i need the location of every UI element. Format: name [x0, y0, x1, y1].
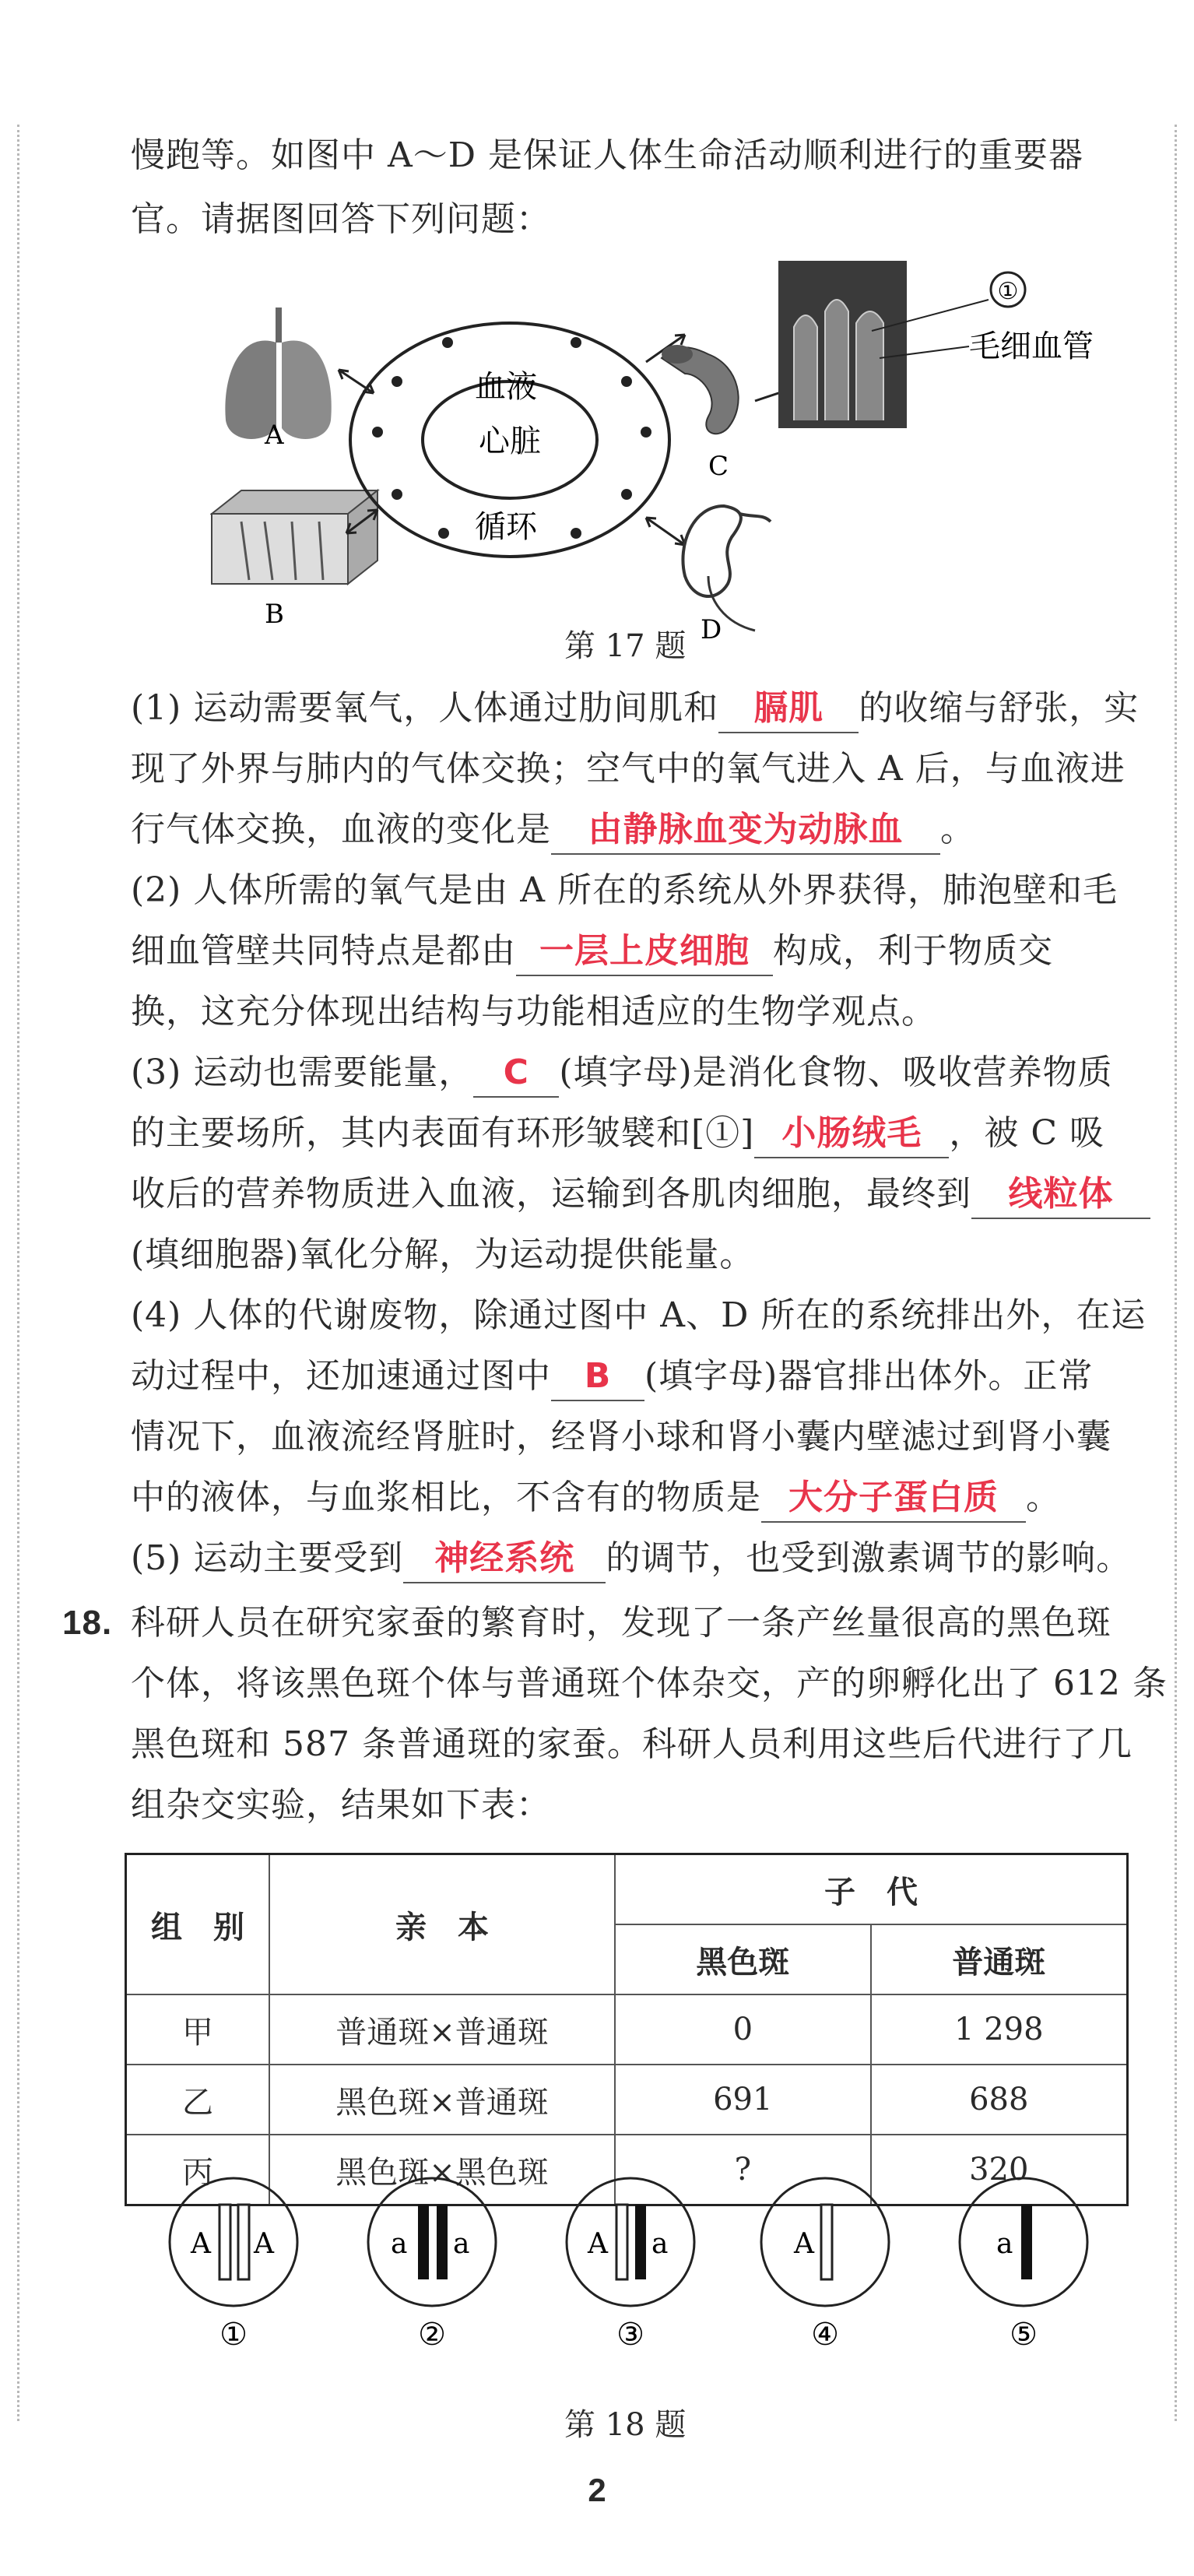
cell-diagram-3: [567, 2178, 694, 2353]
svg-text:A: A: [254, 2228, 274, 2260]
header-black: 黑色斑: [615, 1924, 871, 1994]
q17-part2-line1: (2) 人体所需的氧气是由 A 所在的系统从外界获得，肺泡壁和毛: [131, 870, 1118, 910]
cell-parent: 黑色斑×普通斑: [269, 2065, 615, 2135]
intro-line-1: 慢跑等。如图中 A～D 是保证人体生命活动顺利进行的重要器: [131, 135, 1084, 175]
cell-diagram-1: [170, 2178, 297, 2353]
answer-blank[interactable]: 由静脉血变为动脉血: [551, 807, 940, 855]
cell-normal: 320: [871, 2135, 1128, 2205]
label-circulation: 循环: [475, 509, 537, 545]
label-heart: 心脏: [479, 423, 541, 459]
cell-group: 甲: [126, 1994, 270, 2065]
q17-part4-line3: 情况下，血液流经肾脏时，经肾小球和肾小囊内壁滤过到肾小囊: [131, 1417, 1111, 1457]
table-row: [126, 1994, 1128, 2065]
q18-line1: 科研人员在研究家蚕的繁育时，发现了一条产丝量很高的黑色斑: [131, 1603, 1111, 1643]
q18-line3: 黑色斑和 587 条普通斑的家蚕。科研人员利用这些后代进行了几: [131, 1724, 1133, 1764]
header-offspring: 子 代: [615, 1854, 1128, 1925]
cell-group: 丙: [126, 2135, 270, 2205]
q17-part1-line3: 行气体交换，血液的变化是 由静脉血变为动脉血 。: [131, 807, 975, 855]
header-normal: 普通斑: [871, 1924, 1128, 1994]
small-intestine-icon: [662, 345, 739, 434]
label-blood: 血液: [475, 369, 537, 405]
q17-part1-line2: 现了外界与肺内的气体交换；空气中的氧气进入 A 后，与血液进: [131, 749, 1126, 789]
q17-part4-line4: 中的液体，与血浆相比，不含有的物质是 大分子蛋白质 。: [131, 1474, 1061, 1523]
kidney-icon: [683, 506, 771, 631]
cell-diagram-2: [368, 2178, 496, 2353]
q17-part3-line1: (3) 运动也需要能量， C (填字母)是消化食物、吸收营养物质: [131, 1049, 1113, 1098]
answer-blank[interactable]: 一层上皮细胞: [516, 928, 773, 976]
svg-text:a: a: [651, 2228, 669, 2260]
header-group: 组 别: [126, 1854, 270, 1995]
svg-text:A: A: [794, 2228, 814, 2260]
svg-text:A: A: [588, 2228, 608, 2260]
q17-part2-line3: 换，这充分体现出结构与功能相适应的生物学观点。: [131, 992, 936, 1031]
label-a: A: [265, 420, 284, 451]
table-row: [126, 2065, 1128, 2135]
answer-blank[interactable]: 膈肌: [718, 685, 859, 733]
q17-part4-line2: 动过程中，还加速通过图中 B (填字母)器官排出体外。正常: [131, 1353, 1093, 1401]
q17-part2-line2: 细血管壁共同特点是都由 一层上皮细胞 构成，利于物质交: [131, 928, 1053, 976]
chromosome-cells-figure: [0, 2172, 1194, 2359]
q17-part1-line1: (1) 运动需要氧气，人体通过肋间肌和 膈肌 的收缩与舒张，实: [131, 685, 1139, 733]
q17-part3-line4: (填细胞器)氧化分解，为运动提供能量。: [131, 1235, 755, 1274]
svg-text:④: ④: [811, 2317, 839, 2353]
cell-black: 691: [615, 2065, 871, 2135]
intro-line-2: 官。请据图回答下列问题：: [131, 199, 551, 239]
svg-text:a: a: [391, 2228, 408, 2260]
figure-17: [210, 257, 1129, 646]
cell-normal: 1 298: [871, 1994, 1128, 2065]
cell-black: ?: [615, 2135, 871, 2205]
header-parent: 亲 本: [269, 1854, 615, 1995]
skin-block-icon: [212, 490, 378, 584]
figure-18-caption: 第 18 题: [564, 2407, 687, 2443]
q18-line4: 组杂交实验，结果如下表：: [131, 1785, 551, 1825]
answer-blank[interactable]: B: [551, 1353, 644, 1401]
cell-normal: 688: [871, 2065, 1128, 2135]
intestinal-villi-photo: [778, 261, 907, 428]
answer-blank[interactable]: C: [473, 1049, 559, 1098]
page-number: 2: [588, 2472, 606, 2508]
svg-text:③: ③: [616, 2317, 644, 2353]
label-d: D: [701, 614, 722, 645]
marker-1-label: ①: [997, 278, 1019, 305]
cell-parent: 普通斑×普通斑: [269, 1994, 615, 2065]
hybridization-results-table: [125, 1853, 1129, 2206]
answer-blank[interactable]: 小肠绒毛: [754, 1110, 949, 1158]
svg-text:a: a: [996, 2228, 1013, 2260]
svg-text:②: ②: [418, 2317, 446, 2353]
cell-group: 乙: [126, 2065, 270, 2135]
answer-blank[interactable]: 线粒体: [971, 1171, 1150, 1219]
label-c: C: [708, 451, 729, 482]
svg-text:a: a: [453, 2228, 470, 2260]
q18-number: 18.: [62, 1604, 113, 1642]
right-margin-rule: [1175, 125, 1177, 2421]
cell-diagram-4: [761, 2178, 889, 2353]
answer-blank[interactable]: 大分子蛋白质: [761, 1474, 1026, 1523]
q17-part3-line2: 的主要场所，其内表面有环形皱襞和[①] 小肠绒毛 ，被 C 吸: [131, 1110, 1104, 1158]
cell-black: 0: [615, 1994, 871, 2065]
svg-text:①: ①: [219, 2317, 248, 2353]
cell-parent: 黑色斑×黑色斑: [269, 2135, 615, 2205]
answer-blank[interactable]: 神经系统: [403, 1535, 606, 1583]
label-b: B: [265, 599, 284, 630]
svg-text:A: A: [191, 2228, 211, 2260]
figure-17-caption: 第 17 题: [564, 628, 687, 664]
q18-line2: 个体，将该黑色斑个体与普通斑个体杂交，产的卵孵化出了 612 条: [131, 1664, 1168, 1703]
q17-part3-line3: 收后的营养物质进入血液，运输到各肌肉细胞，最终到 线粒体: [131, 1171, 1150, 1219]
q17-part4-line1: (4) 人体的代谢废物，除通过图中 A、D 所在的系统排出外，在运: [131, 1295, 1147, 1335]
cell-diagram-5: [960, 2178, 1087, 2353]
label-capillary: 毛细血管: [969, 329, 1094, 364]
q17-part5-line1: (5) 运动主要受到 神经系统 的调节，也受到激素调节的影响。: [131, 1535, 1131, 1583]
left-margin-rule: [17, 125, 19, 2421]
svg-text:⑤: ⑤: [1010, 2317, 1038, 2353]
